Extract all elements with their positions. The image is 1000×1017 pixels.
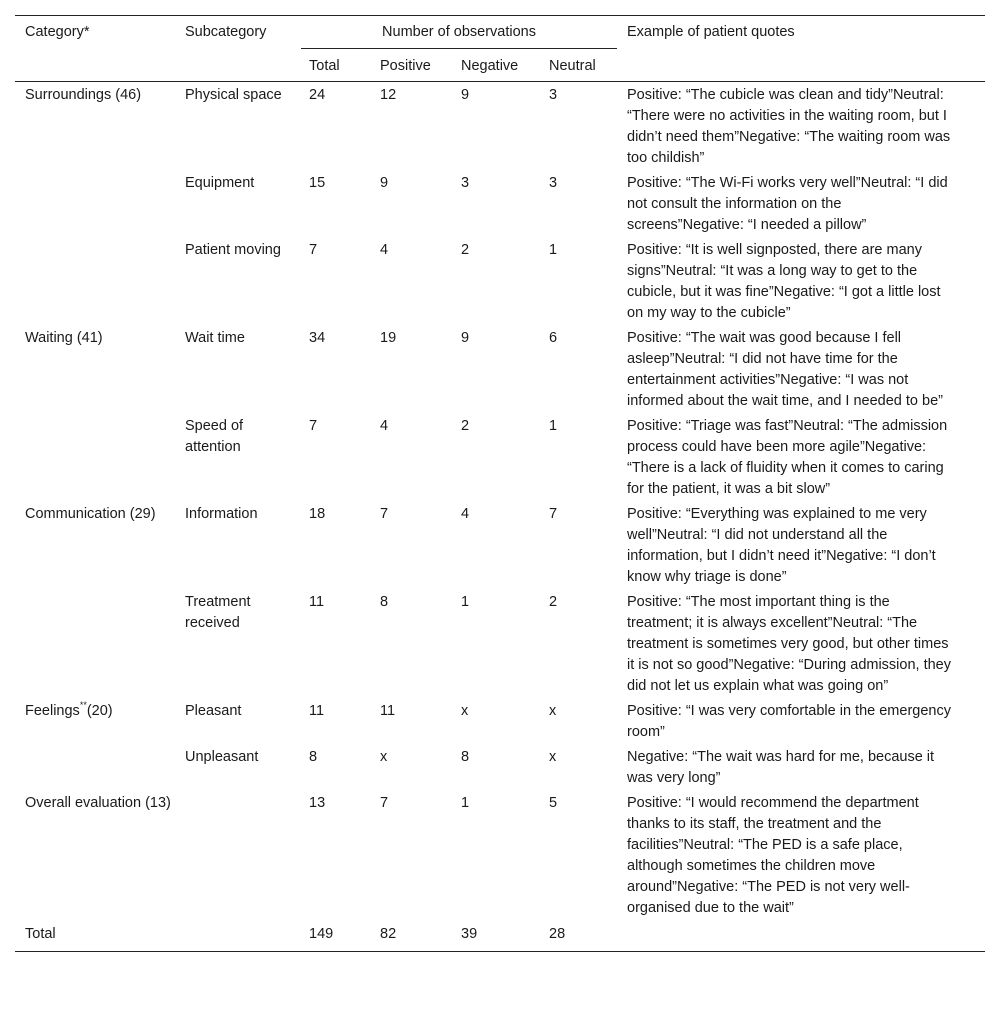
- total-cell: 34: [309, 330, 326, 346]
- subcategory-cell: Patient moving: [185, 242, 281, 258]
- total-cell: 7: [309, 242, 318, 258]
- col-observations: Number of observations: [382, 24, 536, 40]
- category-cell: Waiting (41): [25, 330, 103, 346]
- category-cell: Surroundings (46): [25, 87, 142, 103]
- neutral-cell: 1: [549, 242, 558, 258]
- positive-cell: 7: [380, 506, 389, 522]
- totals-row: [15, 920, 985, 952]
- col-subcategory: Subcategory: [185, 24, 267, 40]
- total-cell: 18: [309, 506, 326, 522]
- positive-cell: 9: [380, 175, 389, 191]
- col-negative: Negative: [461, 49, 549, 82]
- col-neutral: Neutral: [549, 49, 617, 82]
- quote-cell: Positive: “The Wi-Fi works very well”Neutral: “I did not consult the information on the screens”Negative: “I needed a pillow”: [627, 175, 948, 233]
- negative-cell: 9: [461, 330, 470, 346]
- quote-cell: Positive: “Triage was fast”Neutral: “The admission process could have been more agile”Negative: “There is a lack of fluidity when it comes to caring for the patient, it was a bit slow”: [627, 418, 948, 497]
- positive-cell: 8: [380, 594, 389, 610]
- header-row-1: [15, 16, 985, 49]
- col-quotes: Example of patient quotes: [627, 24, 795, 40]
- category-cell: Overall evaluation (13): [25, 795, 171, 811]
- col-positive: Positive: [380, 49, 461, 82]
- total-cell: 11: [309, 594, 325, 610]
- total-cell: 11: [309, 703, 325, 719]
- negative-cell: 1: [461, 795, 470, 811]
- quote-cell: Positive: “I was very comfortable in the emergency room”: [627, 703, 951, 740]
- negative-cell: x: [461, 703, 469, 719]
- neutral-cell: 7: [549, 506, 558, 522]
- subcategory-cell: Pleasant: [185, 703, 242, 719]
- neutral-cell: 2: [549, 594, 558, 610]
- neutral-cell: 3: [549, 175, 558, 191]
- positive-cell: 4: [380, 418, 389, 434]
- quote-cell: Positive: “The cubicle was clean and tidy”Neutral: “There were no activities in the waiting room, but I didn’t need them”Negative: “The waiting room was too childish”: [627, 87, 951, 166]
- totals-negative: 39: [461, 926, 478, 942]
- quote-cell: Positive: “It is well signposted, there are many signs”Neutral: “It was a long way to get to the cubicle, but it was fine”Negative: “I got a little lost on my way to the cubicle”: [627, 242, 941, 321]
- neutral-cell: 5: [549, 795, 558, 811]
- neutral-cell: x: [549, 749, 557, 765]
- negative-cell: 3: [461, 175, 470, 191]
- feelings-count: (20): [86, 703, 113, 719]
- total-cell: 8: [309, 749, 318, 765]
- negative-cell: 2: [461, 418, 470, 434]
- subcategory-cell: Treatment received: [185, 594, 251, 631]
- quote-cell: Positive: “I would recommend the department thanks to its staff, the treatment and the facilities”Neutral: “The PED is a safe place, although sometimes the children move around”Negative: “The PED is not very well-organised due to the wait”: [627, 795, 919, 916]
- positive-cell: 19: [380, 330, 397, 346]
- negative-cell: 1: [461, 594, 470, 610]
- positive-cell: 11: [380, 703, 396, 719]
- positive-cell: 12: [380, 87, 397, 103]
- neutral-cell: x: [549, 703, 557, 719]
- totals-label: Total: [25, 926, 56, 942]
- subcategory-cell: Speed of attention: [185, 418, 244, 455]
- totals-positive: 82: [380, 926, 397, 942]
- subcategory-cell: [185, 790, 301, 920]
- subcategory-cell: Information: [185, 506, 258, 522]
- negative-cell: 8: [461, 749, 470, 765]
- neutral-cell: 1: [549, 418, 558, 434]
- subcategory-cell: Unpleasant: [185, 749, 259, 765]
- subcategory-cell: Equipment: [185, 175, 255, 191]
- table-row: [15, 82, 985, 171]
- quote-cell: Positive: “The wait was good because I fell asleep”Neutral: “I did not have time for the entertainment activities”Negative: “I was not informed about the wait time, and I needed to be”: [627, 330, 943, 409]
- negative-cell: 4: [461, 506, 470, 522]
- table-row: [15, 790, 985, 920]
- totals-neutral: 28: [549, 926, 566, 942]
- negative-cell: 9: [461, 87, 470, 103]
- quote-cell: [617, 920, 985, 952]
- total-cell: 7: [309, 418, 318, 434]
- totals-total: 149: [309, 926, 334, 942]
- subcategory-cell: [185, 920, 301, 952]
- category-cell: Communication (29): [25, 506, 156, 522]
- positive-cell: 7: [380, 795, 389, 811]
- category-cell: [15, 698, 185, 790]
- col-category: Category*: [25, 24, 90, 40]
- negative-cell: 2: [461, 242, 470, 258]
- col-total: Total: [301, 49, 380, 82]
- quote-cell: Negative: “The wait was hard for me, because it was very long”: [627, 749, 935, 786]
- total-cell: 13: [309, 795, 326, 811]
- subcategory-cell: Wait time: [185, 330, 245, 346]
- table-row: [15, 325, 985, 413]
- table-row: [15, 698, 985, 744]
- positive-cell: 4: [380, 242, 389, 258]
- quote-cell: Positive: “Everything was explained to me very well”Neutral: “I did not understand all the information, but I didn’t need it”Negative: “I don’t know why triage is done”: [627, 506, 936, 585]
- positive-cell: x: [380, 749, 388, 765]
- neutral-cell: 6: [549, 330, 558, 346]
- feelings-label: Feelings: [25, 703, 80, 719]
- subcategory-cell: Physical space: [185, 87, 282, 103]
- total-cell: 24: [309, 87, 326, 103]
- quote-cell: Positive: “The most important thing is the treatment; it is always excellent”Neutral: “The treatment is sometimes very good, but other times it is not so good”Negative: “During admission, they did not let us explain what was going on”: [627, 594, 951, 694]
- total-cell: 15: [309, 175, 326, 191]
- footnote-mark: **: [79, 700, 87, 711]
- neutral-cell: 3: [549, 87, 558, 103]
- table-row: [15, 501, 985, 589]
- observations-table: [15, 15, 985, 952]
